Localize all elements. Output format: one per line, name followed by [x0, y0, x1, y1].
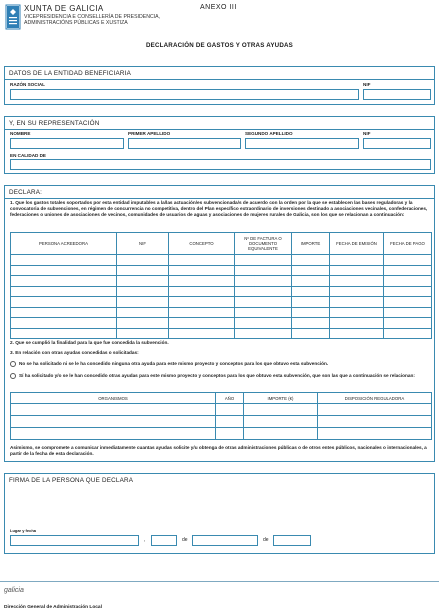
expense-cell[interactable]: [330, 297, 384, 308]
expense-cell[interactable]: [235, 265, 292, 276]
expense-cell[interactable]: [330, 318, 384, 329]
expense-cell[interactable]: [169, 255, 235, 266]
signature-panel: [4, 473, 435, 554]
expense-cell[interactable]: [117, 318, 169, 329]
expense-cell[interactable]: [11, 307, 117, 318]
aid-row: [11, 404, 432, 416]
expense-cell[interactable]: [384, 286, 432, 297]
representation-panel: [4, 116, 435, 174]
expense-row: [11, 276, 432, 287]
month-field[interactable]: [192, 535, 258, 546]
expense-cell[interactable]: [11, 328, 117, 339]
expense-cell[interactable]: [292, 297, 330, 308]
aid-cell[interactable]: [216, 428, 244, 440]
option-no-other-aid: No se ha solicitado ni se le ha concedido ninguna otra ayuda para este mismo proyecto y conceptos para los que obtuvo esta subvención.: [19, 361, 329, 366]
calidad-field[interactable]: [10, 159, 431, 170]
expense-cell[interactable]: [292, 255, 330, 266]
aid-cell[interactable]: [318, 404, 432, 416]
calidad-label: EN CALIDAD DE: [10, 153, 46, 158]
aid-cell[interactable]: [244, 416, 318, 428]
expense-cell[interactable]: [117, 286, 169, 297]
entity-panel-title: DATOS DE LA ENTIDAD BENEFICIARIA: [9, 70, 131, 77]
expense-row: [11, 328, 432, 339]
col-disposicion: DISPOSICIÓN REGULADORA: [318, 393, 432, 404]
radio-no-other-aid[interactable]: [10, 361, 16, 367]
signature-panel-title: FIRMA DE LA PERSONA QUE DECLARA: [9, 477, 134, 484]
expense-cell[interactable]: [117, 265, 169, 276]
expense-cell[interactable]: [169, 265, 235, 276]
expense-cell[interactable]: [384, 318, 432, 329]
expense-cell[interactable]: [330, 286, 384, 297]
expense-cell[interactable]: [235, 286, 292, 297]
expense-cell[interactable]: [11, 297, 117, 308]
expense-row: [11, 318, 432, 329]
expense-cell[interactable]: [384, 255, 432, 266]
declaration-point-1: 1. Que los gastos totales soportados por esta entidad imputables a la/las actuación/es subvencionada/s de acuerdo con la orden por la que se establecen las bases reguladoras y la convocatoria de subvenciones, en régimen de concurrencia no competitiva, dentro del Plan específico extraordinario de inversiones destinado a asociaciones vecinales, confederaciones, federaciones o uniones de asociaciones de vecinos, comunidades de usuarios de aguas y asociaciones de mujeres rurales de Galicia, son los que se relacionan a continuación:: [10, 200, 428, 218]
expense-cell[interactable]: [11, 286, 117, 297]
expense-cell[interactable]: [235, 318, 292, 329]
expense-cell[interactable]: [117, 297, 169, 308]
col-concepto: CONCEPTO: [169, 233, 235, 255]
expense-cell[interactable]: [384, 328, 432, 339]
aid-cell[interactable]: [11, 404, 216, 416]
expense-cell[interactable]: [169, 307, 235, 318]
expense-cell[interactable]: [292, 276, 330, 287]
primer-apellido-field[interactable]: [128, 138, 241, 149]
aid-cell[interactable]: [318, 428, 432, 440]
expense-row: [11, 265, 432, 276]
expense-cell[interactable]: [330, 276, 384, 287]
expense-cell[interactable]: [292, 307, 330, 318]
expense-cell[interactable]: [292, 286, 330, 297]
org-name: XUNTA DE GALICIA: [24, 4, 104, 13]
rep-nif-field[interactable]: [363, 138, 431, 149]
expense-cell[interactable]: [169, 276, 235, 287]
expense-cell[interactable]: [384, 276, 432, 287]
col-fecha-pago: FECHA DE PAGO: [384, 233, 432, 255]
expense-cell[interactable]: [169, 297, 235, 308]
expense-cell[interactable]: [235, 297, 292, 308]
col-factura: Nº DE FACTURA O DOCUMENTO EQUIVALENTE: [235, 233, 292, 255]
expense-row: [11, 307, 432, 318]
expense-cell[interactable]: [169, 286, 235, 297]
aid-row: [11, 416, 432, 428]
expense-cell[interactable]: [11, 276, 117, 287]
expense-cell[interactable]: [330, 265, 384, 276]
aid-row: [11, 428, 432, 440]
commitment-text: Asimismo, se compromete a comunicar inmediatamente cuantas ayudas solicite y/u obtenga de otras administraciones públicas o de otros entes públicos, nacionales o internacionales, a partir de la fecha de esta declaración.: [10, 445, 427, 457]
col-fecha-emision: FECHA DE EMISIÓN: [330, 233, 384, 255]
expense-cell[interactable]: [292, 328, 330, 339]
col-importe: IMPORTE: [292, 233, 330, 255]
aid-cell[interactable]: [11, 416, 216, 428]
day-field[interactable]: [151, 535, 177, 546]
aid-body: [11, 404, 432, 440]
divider: [5, 129, 434, 130]
col-organismos: ORGANISMOS: [11, 393, 216, 404]
col-persona-acreedora: PERSONA ACREEDORA: [11, 233, 117, 255]
de-separator-1: de: [182, 537, 188, 543]
expense-cell[interactable]: [235, 276, 292, 287]
xunta-shield-icon: [5, 4, 21, 30]
expense-cell[interactable]: [169, 328, 235, 339]
razon-social-field[interactable]: [10, 89, 359, 100]
expense-table: [10, 232, 432, 339]
declara-panel-title: DECLARA:: [9, 189, 43, 196]
declara-panel: [4, 185, 435, 462]
expense-cell[interactable]: [292, 265, 330, 276]
declaration-point-2: 2. Que se cumplió la finalidad para la que fue concedida la subvención.: [10, 340, 169, 345]
expense-cell[interactable]: [384, 307, 432, 318]
expense-cell[interactable]: [117, 307, 169, 318]
expense-cell[interactable]: [384, 297, 432, 308]
segundo-apellido-field[interactable]: [245, 138, 359, 149]
expense-cell[interactable]: [330, 255, 384, 266]
galicia-logo-text: galicia: [4, 587, 24, 594]
place-date-label: Lugar y fecha: [10, 528, 37, 533]
nombre-field[interactable]: [10, 138, 124, 149]
department-name: VICEPRESIDENCIA E CONSELLERÍA DE PRESIDENCIA, ADMINISTRACIÓNS PÚBLICAS E XUSTIZA: [24, 14, 161, 27]
expense-cell[interactable]: [117, 276, 169, 287]
radio-other-aid[interactable]: [10, 373, 16, 379]
expense-row: [11, 255, 432, 266]
aid-cell[interactable]: [11, 428, 216, 440]
representation-panel-title: Y, EN SU REPRESENTACIÓN: [9, 120, 100, 127]
col-nif: NIF: [117, 233, 169, 255]
col-importe-euros: IMPORTE (€): [244, 393, 318, 404]
footer-divider: [0, 581, 439, 582]
document-title: DECLARACIÓN DE GASTOS Y OTRAS AYUDAS: [145, 42, 293, 49]
divider: [5, 79, 434, 80]
aid-cell[interactable]: [318, 416, 432, 428]
col-ano: AÑO: [216, 393, 244, 404]
aid-header-row: [11, 393, 432, 404]
expense-row: [11, 297, 432, 308]
annex-label: ANEXO III: [200, 4, 237, 11]
segundo-apellido-label: SEGUNDO APELLIDO: [245, 131, 293, 136]
aid-cell[interactable]: [244, 428, 318, 440]
de-separator-2: de: [263, 537, 269, 543]
expense-cell[interactable]: [11, 318, 117, 329]
rep-nif-label: NIF: [363, 131, 371, 136]
expense-header-row: [11, 233, 432, 255]
year-field[interactable]: [273, 535, 311, 546]
expense-cell[interactable]: [330, 328, 384, 339]
expense-cell[interactable]: [11, 265, 117, 276]
declaration-point-3: 3. En relación con otras ayudas concedidas o solicitadas:: [10, 350, 139, 355]
primer-apellido-label: PRIMER APELLIDO: [128, 131, 171, 136]
place-field[interactable]: [10, 535, 139, 546]
expense-cell[interactable]: [235, 328, 292, 339]
expense-cell[interactable]: [235, 307, 292, 318]
aid-cell[interactable]: [216, 416, 244, 428]
footer-office: Dirección General de Administración Local: [4, 605, 102, 610]
option-other-aid: Sí ha solicitado y/o se le han concedido otras ayudas para este mismo proyecto y conceptos para los que obtuvo esta subvención, que son las que a continuación se relacionan:: [19, 373, 415, 378]
entity-nif-field[interactable]: [363, 89, 431, 100]
expense-body: [11, 255, 432, 339]
entity-nif-label: NIF: [363, 82, 371, 87]
razon-social-label: RAZÓN SOCIAL: [10, 82, 45, 87]
expense-row: [11, 286, 432, 297]
expense-cell[interactable]: [11, 255, 117, 266]
expense-cell[interactable]: [384, 265, 432, 276]
divider: [5, 198, 434, 199]
expense-cell[interactable]: [169, 318, 235, 329]
galicia-logo: [4, 587, 24, 594]
aid-cell[interactable]: [216, 404, 244, 416]
aid-cell[interactable]: [244, 404, 318, 416]
expense-cell[interactable]: [235, 255, 292, 266]
expense-cell[interactable]: [117, 328, 169, 339]
expense-cell[interactable]: [330, 307, 384, 318]
other-aid-table: [10, 392, 432, 440]
entity-panel: [4, 66, 435, 105]
expense-cell[interactable]: [117, 255, 169, 266]
nombre-label: NOMBRE: [10, 131, 31, 136]
expense-cell[interactable]: [292, 318, 330, 329]
comma-separator: ,: [144, 537, 146, 543]
